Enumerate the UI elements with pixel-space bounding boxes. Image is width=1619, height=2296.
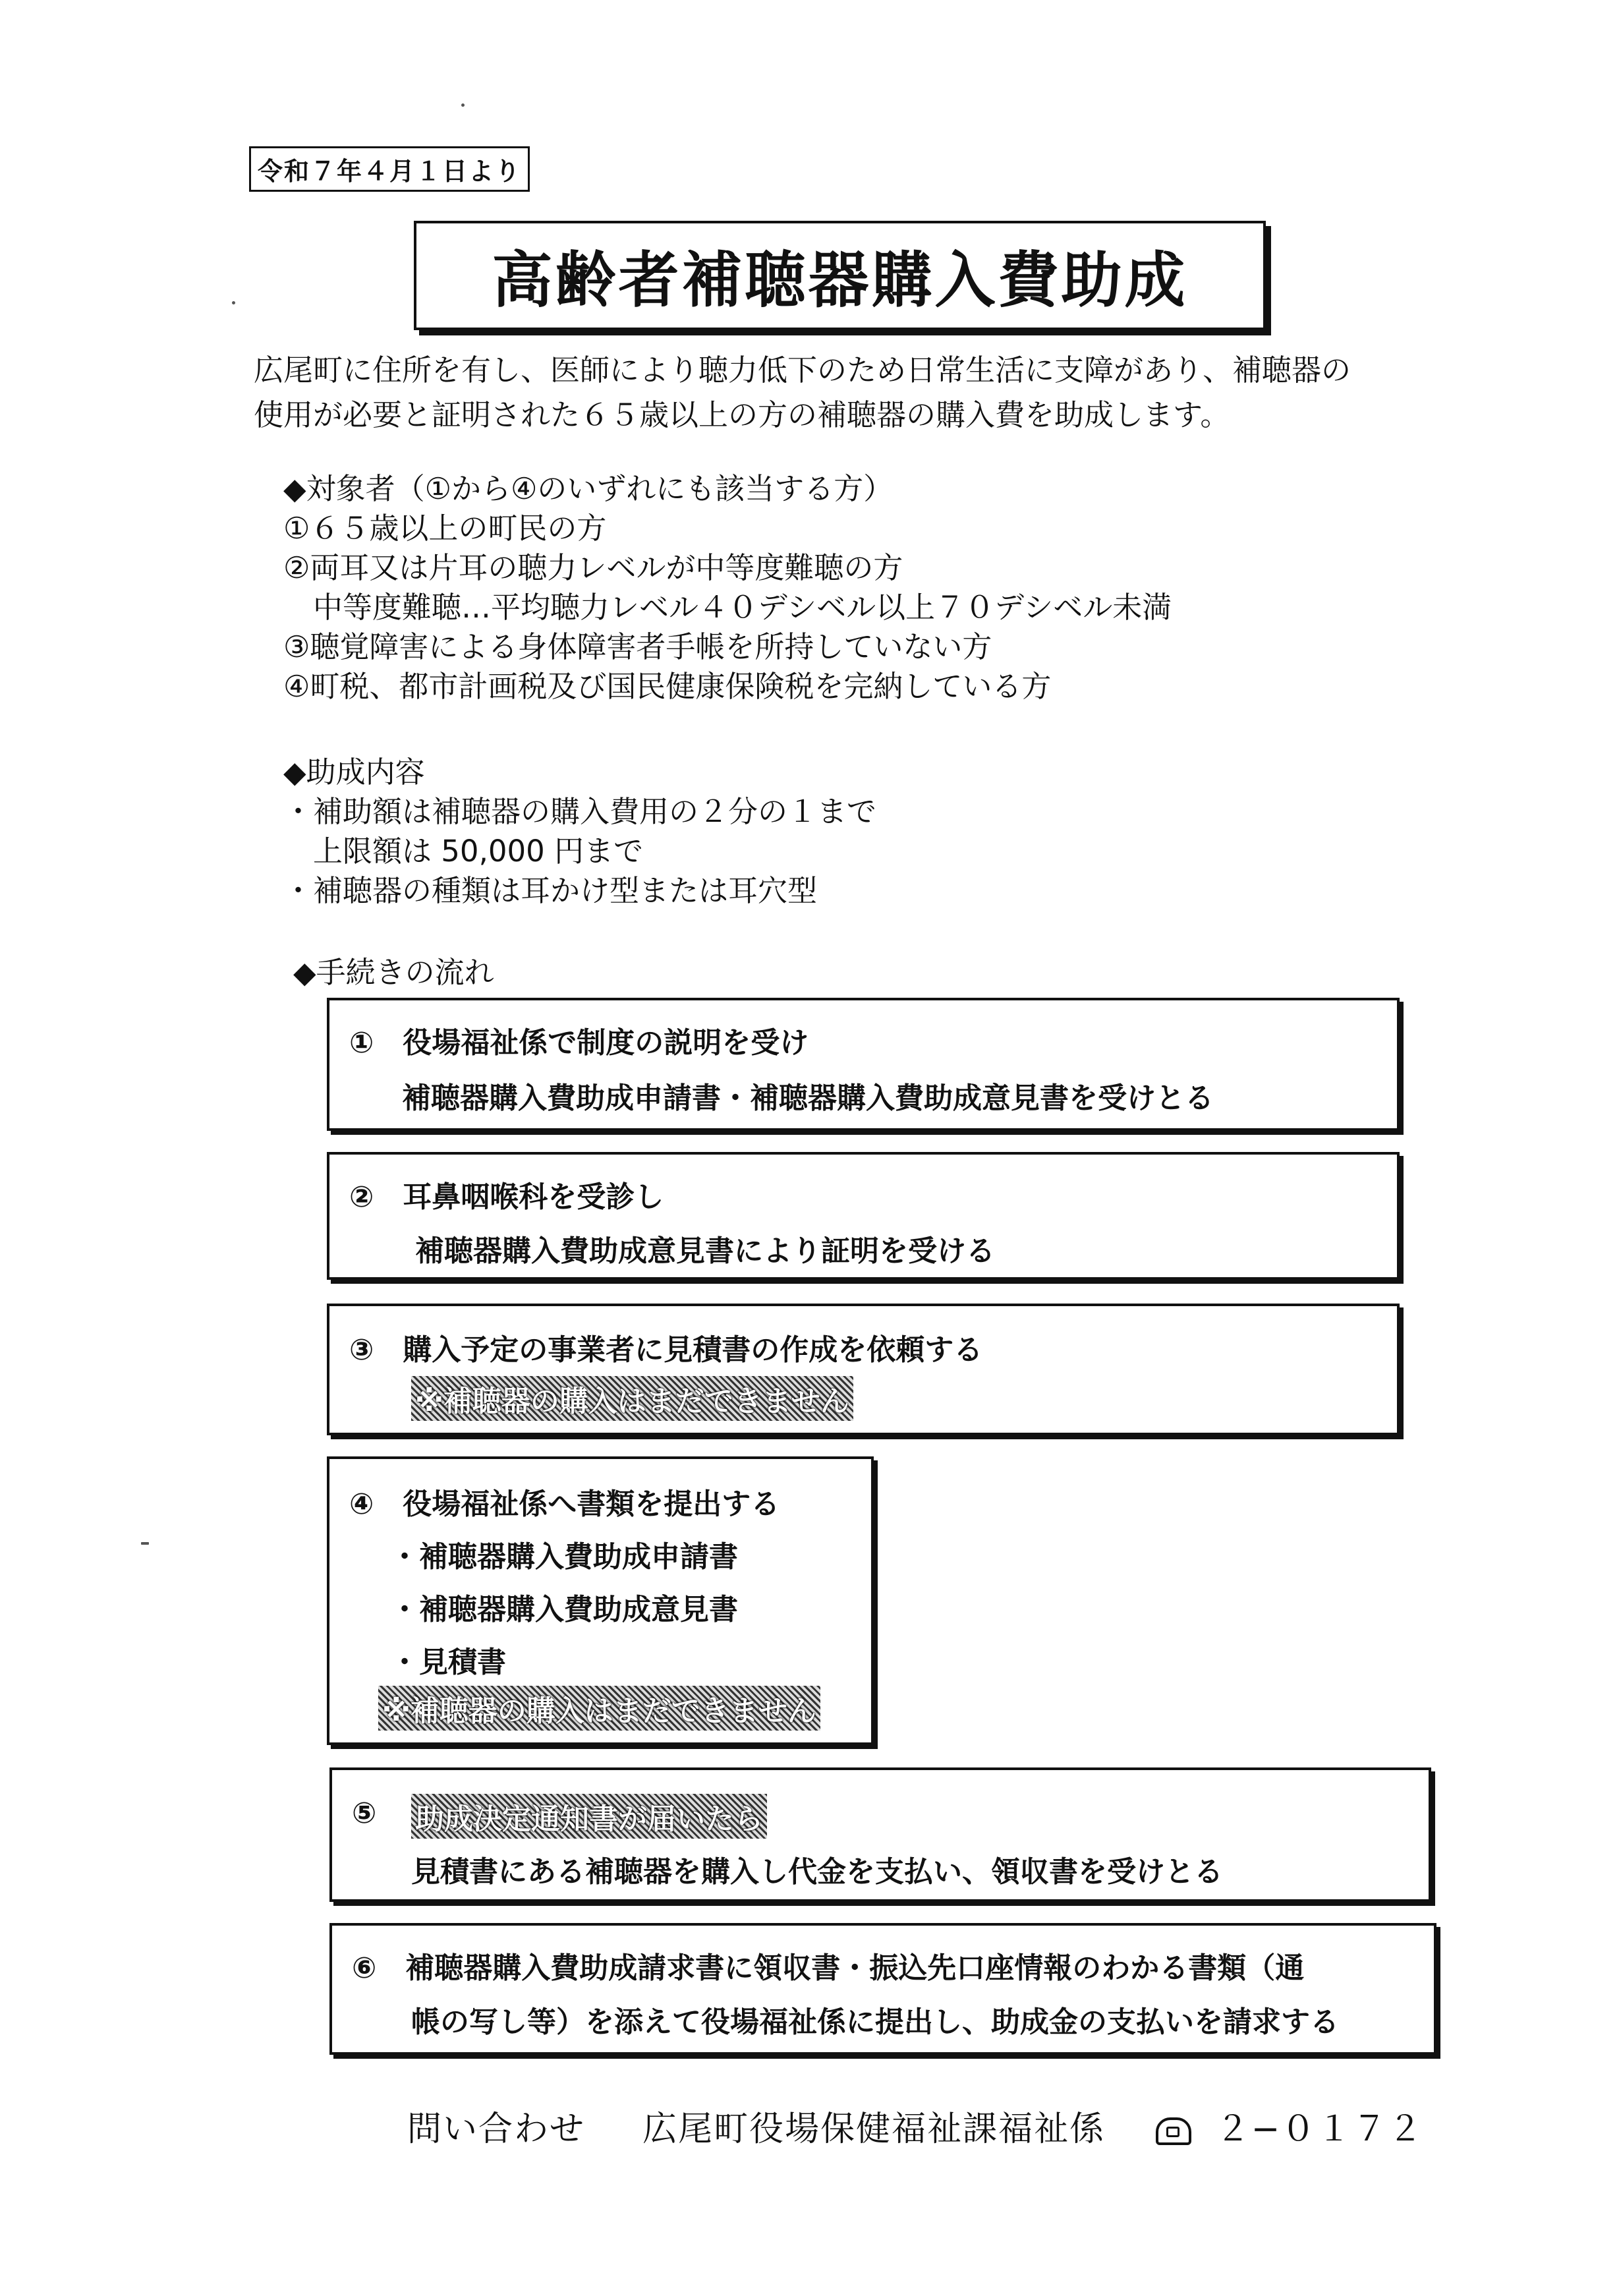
page-title: 高齢者補聴器購入費助成 [492,245,1188,316]
content-heading: ◆助成内容 [283,755,425,789]
content-item: ・補助額は補聴器の購入費用の２分の１まで [283,794,877,829]
eligibility-item: ①６５歳以上の町民の方 [283,511,607,546]
step-5-line: 見積書にある補聴器を購入し代金を支払い、領収書を受けとる [411,1855,1223,1889]
step-6-box [329,1923,1436,2055]
step-3-line: ③ 購入予定の事業者に見積書の作成を依頼する [349,1333,983,1367]
eligibility-item: ④町税、都市計画税及び国民健康保険税を完納している方 [283,669,1052,704]
title-box [414,221,1266,330]
step-5-box [329,1767,1431,1902]
step-1-line: ① 役場福祉係で制度の説明を受け [349,1026,809,1060]
procedure-heading: ◆手続きの流れ [293,955,494,990]
step-5-number: ⑤ [352,1796,377,1830]
step-3-note: ※補聴器の購入はまだできません [411,1376,853,1421]
contact-label: 問い合わせ [407,2109,586,2149]
eligibility-heading: ◆対象者（①から④のいずれにも該当する方） [283,471,894,506]
eligibility-item: 中等度難聴…平均聴力レベル４０デシベル以上７０デシベル未満 [283,590,1172,625]
telephone-icon [1156,2117,1191,2145]
scan-speck [232,301,235,304]
step-6-line: 帳の写し等）を添えて役場福祉係に提出し、助成金の支払いを請求する [411,2005,1339,2039]
contact-phone: ２−０１７２ [1215,2109,1424,2149]
step-1-box [327,998,1400,1131]
eligibility-item: ②両耳又は片耳の聴力レベルが中等度難聴の方 [283,550,903,585]
eligibility-item: ③聴覚障害による身体障害者手帳を所持していない方 [283,629,992,664]
contact-office: 広尾町役場保健福祉課福祉係 [642,2109,1106,2149]
contact-footer [407,2101,1423,2150]
step-4-line: ・補聴器購入費助成意見書 [390,1593,738,1626]
step-5-highlight: 助成決定通知書が届いたら [411,1794,767,1839]
step-2-box [327,1152,1400,1280]
intro-line: 使用が必要と証明された６５歳以上の方の補聴器の購入費を助成します。 [254,397,1230,432]
content-item: 上限額は 50,000 円まで [283,834,644,869]
scan-speck [141,1542,149,1545]
intro-line: 広尾町に住所を有し、医師により聴力低下のため日常生活に支障があり、補聴器の [254,353,1351,387]
step-3-box [327,1304,1400,1435]
effective-date-badge: 令和７年４月１日より [249,146,530,192]
step-1-line: 補聴器購入費助成申請書・補聴器購入費助成意見書を受けとる [402,1081,1214,1115]
eligibility-section [283,469,1172,706]
step-2-line: 補聴器購入費助成意見書により証明を受ける [415,1234,995,1268]
step-4-line: ・補聴器購入費助成申請書 [390,1540,738,1574]
content-item: ・補聴器の種類は耳かけ型または耳穴型 [283,873,818,908]
step-6-line: ⑥ 補聴器購入費助成請求書に領収書・振込先口座情報のわかる書類（通 [352,1951,1305,1985]
step-4-box [327,1456,874,1745]
step-4-line: ④ 役場福祉係へ書類を提出する [349,1487,780,1521]
step-4-line: ・見積書 [390,1646,506,1679]
scan-speck [461,103,465,107]
step-4-note: ※補聴器の購入はまだできません [378,1686,820,1731]
intro-paragraph [254,348,1479,438]
content-section [283,753,876,911]
step-2-line: ② 耳鼻咽喉科を受診し [349,1180,664,1214]
